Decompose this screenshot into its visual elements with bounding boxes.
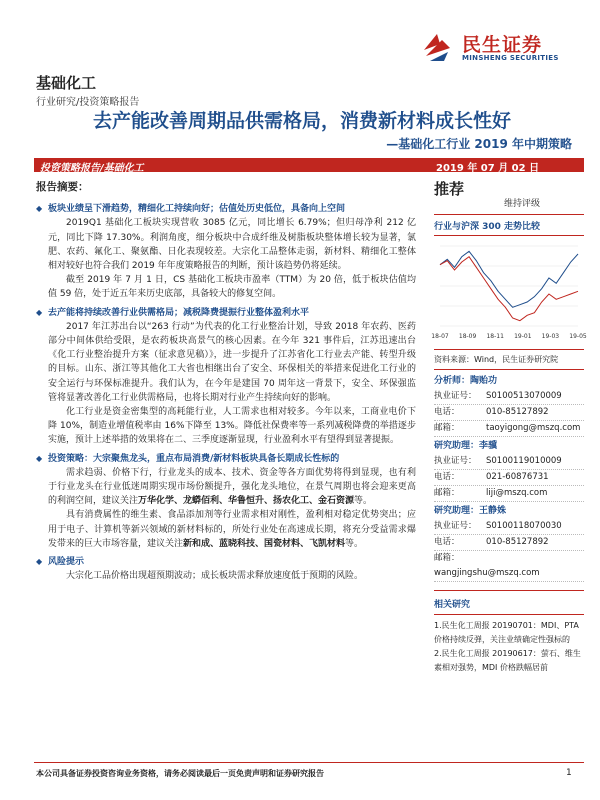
analyst-name: 陶贻功 [470,376,498,386]
analyst-email[interactable]: taoyigong@mszq.com [486,423,581,433]
paragraph-performance-2: 截至 2019 年 7 月 1 日，CS 基础化工板块市盈率（TTM）为 20 倍，低于板块估值均值 59 倍，处于近五年来历史底部，具备较大的修复空间。 [48,275,416,300]
assistant-1-cert: S0100119010009 [486,456,562,466]
section-heading-capacity: ◆ 去产能将持续改善行业供需格局；减税降费提振行业整体盈利水平 [36,306,416,320]
rating-label: 推荐 [434,180,465,198]
highlight-stocks-2: 新和成、蓝晓科技、国瓷材料、飞凯材料 [183,538,346,549]
related-item-2[interactable]: 2.民生化工周报 20190617：萤石、维生素相对强势，MDI 价格跌幅居前 [434,649,581,672]
footer-divider [34,762,584,763]
chart-x-tick-label: 18-07 [431,333,449,340]
paragraph-strategy-1: 需求趋弱、价格下行，行业龙头的成本、技术、资金等各方面优势将得到显现，也有利于行业龙头在行业低迷周期实现市场份额提升，强化龙头地位，在景气周期也将会迎来更高的利润空间，建议关注万华化学、龙蟒佰利、华鲁恒升、扬农化工、金石资源等。 [48,467,416,507]
section-heading-performance: ◆ 板块业绩呈下滑趋势，精细化工持续向好；估值处历史低位，具备向上空间 [36,202,416,216]
chart-x-tick-label: 19-01 [514,333,532,340]
header-bar-category: 投资策略报告/基础化工 [40,163,144,174]
related-item-1[interactable]: 1.民生化工周报 20190701：MDI、PTA 价格持续反弹，关注业绩确定性强标的 [434,621,579,644]
assistant-1-phone: 021-60876731 [486,472,549,482]
sidebar-column [431,178,587,675]
rating-sub: 维持评级 [504,199,541,209]
summary-label: 报告摘要： [36,181,89,193]
logo [420,30,580,70]
related-list [434,619,584,675]
report-type: 行业研究/投资策略报告 [36,97,140,108]
trend-chart [431,236,587,344]
chart-x-tick-label: 19-03 [541,333,560,340]
analyst-label: 分析师： [434,376,471,386]
sector-name: 基础化工 [36,74,97,92]
section-heading-strategy: ◆ 投资策略：大宗聚焦龙头，重点布局消费/新材料板块具备长期成长性标的 [36,452,416,466]
assistant-1-email[interactable]: liji@mszq.com [486,488,548,498]
chart-title: 行业与沪深 300 走势比较 [434,222,541,232]
assistant-2-email[interactable]: wangjingshu@mszq.com [434,568,540,578]
analyst-block: 分析师：陶贻功 执业证号： S0100513070009 电话： 010-85127892 邮箱： taoyigong@mszq.com 研究助理：李骥 执业证号： S0100119010009 电话： 021-60876731 邮箱： liji@mszq.com 研究助理：王静姝 执业证号： S0100118070030 电话： 010-85127892 邮箱：wangjingshu@mszq.com [434,374,584,582]
chart-source: 资料来源：Wind，民生证券研究院 [434,355,559,364]
divider [434,214,584,215]
assistant-label: 研究助理： [434,506,480,516]
minsheng-logo-icon [420,30,454,64]
chart-series-line-2 [440,257,578,321]
report-subtitle: —基础化工行业 2019 年中期策略 [386,137,572,151]
footer-disclaimer: 本公司具备证券投资咨询业务资格，请务必阅读最后一页免责声明和证券研究报告 [36,769,324,778]
assistant-name-2: 王静姝 [479,506,507,516]
chart-x-tick-label: 18-09 [458,333,477,340]
paragraph-performance-1: 2019Q1 基础化工板块实现营收 3085 亿元，同比增长 6.79%；但归母净利 212 亿元，同比下降 17.30%。利润角度，细分板块中合成纤维及树脂板块整体增长较为显著，氯肥、农药、氟化工、聚氨酯、日化表现较差。大宗化工品整体走弱，新材料、精细化工整体相对较好也符合我们 2019 年年度策略报告的判断，预计该趋势仍将延续。 [48,218,416,272]
chart-x-tick-label: 18-11 [486,333,504,340]
chart-x-tick-label: 19-05 [569,333,587,340]
report-title: 去产能改善周期品供需格局，消费新材料成长性好 [92,110,511,132]
analyst-phone: 010-85127892 [486,407,549,417]
paragraph-risk: 大宗化工品价格出现超预期波动；成长板块需求释放速度低于预期的风险。 [66,571,364,582]
assistant-2-phone: 010-85127892 [486,537,549,547]
paragraph-capacity-1: 2017 年江苏出台以“263 行动”为代表的化工行业整治计划，导致 2018 年农药、医药部分中间体供给受限，是农药板块高景气的核心因素。在今年 321 事件后，江苏迅速出台《化工行业整治提升方案（征求意见稿）》，进一步提升了江苏省化工行业去产能、转型升级的目标。山东、浙江等其他化工大省也相继出台了安全、环保相关的举措来促进化工行业的安全运行与环保标准提升。我们认为，在今年是建国 70 周年这一背景下，安全、环保强监管将显著改善化工行业供需格局，也将长期对行业产生持续向好的影响。 [48,321,416,403]
assistant-2-cert: S0100118070030 [486,521,562,531]
assistant-label: 研究助理： [434,441,480,451]
page-number: 1 [566,768,572,778]
section-heading-risk: ◆ 风险提示 [36,555,416,569]
divider [434,349,584,350]
analyst-cert: S0100513070009 [486,391,562,401]
related-title: 相关研究 [434,600,471,610]
divider [434,614,584,615]
logo-text-en: MINSHENG SECURITIES [462,54,559,62]
report-date: 2019 年 07 月 02 日 [436,163,540,174]
logo-text-cn: 民生证券 [462,34,543,56]
highlight-stocks-1: 万华化学、龙蟒佰利、华鲁恒升、扬农化工、金石资源 [138,496,355,507]
summary-column [36,178,416,583]
paragraph-strategy-2: 具有消费属性的维生素、食品添加剂等行业需求相对刚性，盈利相对稳定优势突出；应用于电子、计算机等新兴领域的新材料标的，所处行业处在高速成长期，将充分受益需求爆发带来的巨大市场容量，建议关注新和成、蓝晓科技、国瓷材料、飞凯材料等。 [48,510,416,549]
assistant-name-1: 李骥 [479,441,498,451]
divider [434,369,584,370]
divider [434,590,584,591]
paragraph-capacity-2: 化工行业是资金密集型的高耗能行业，人工需求也相对较多。今年以来，工商业电价下降 10%，制造业增值税率由 16%下降至 13%。降低社保费率等一系列减税降费的举措逐步实施，预计上述举措的效果将在二、三季度逐渐显现，行业盈利水平有望得到显著提振。 [48,407,416,446]
